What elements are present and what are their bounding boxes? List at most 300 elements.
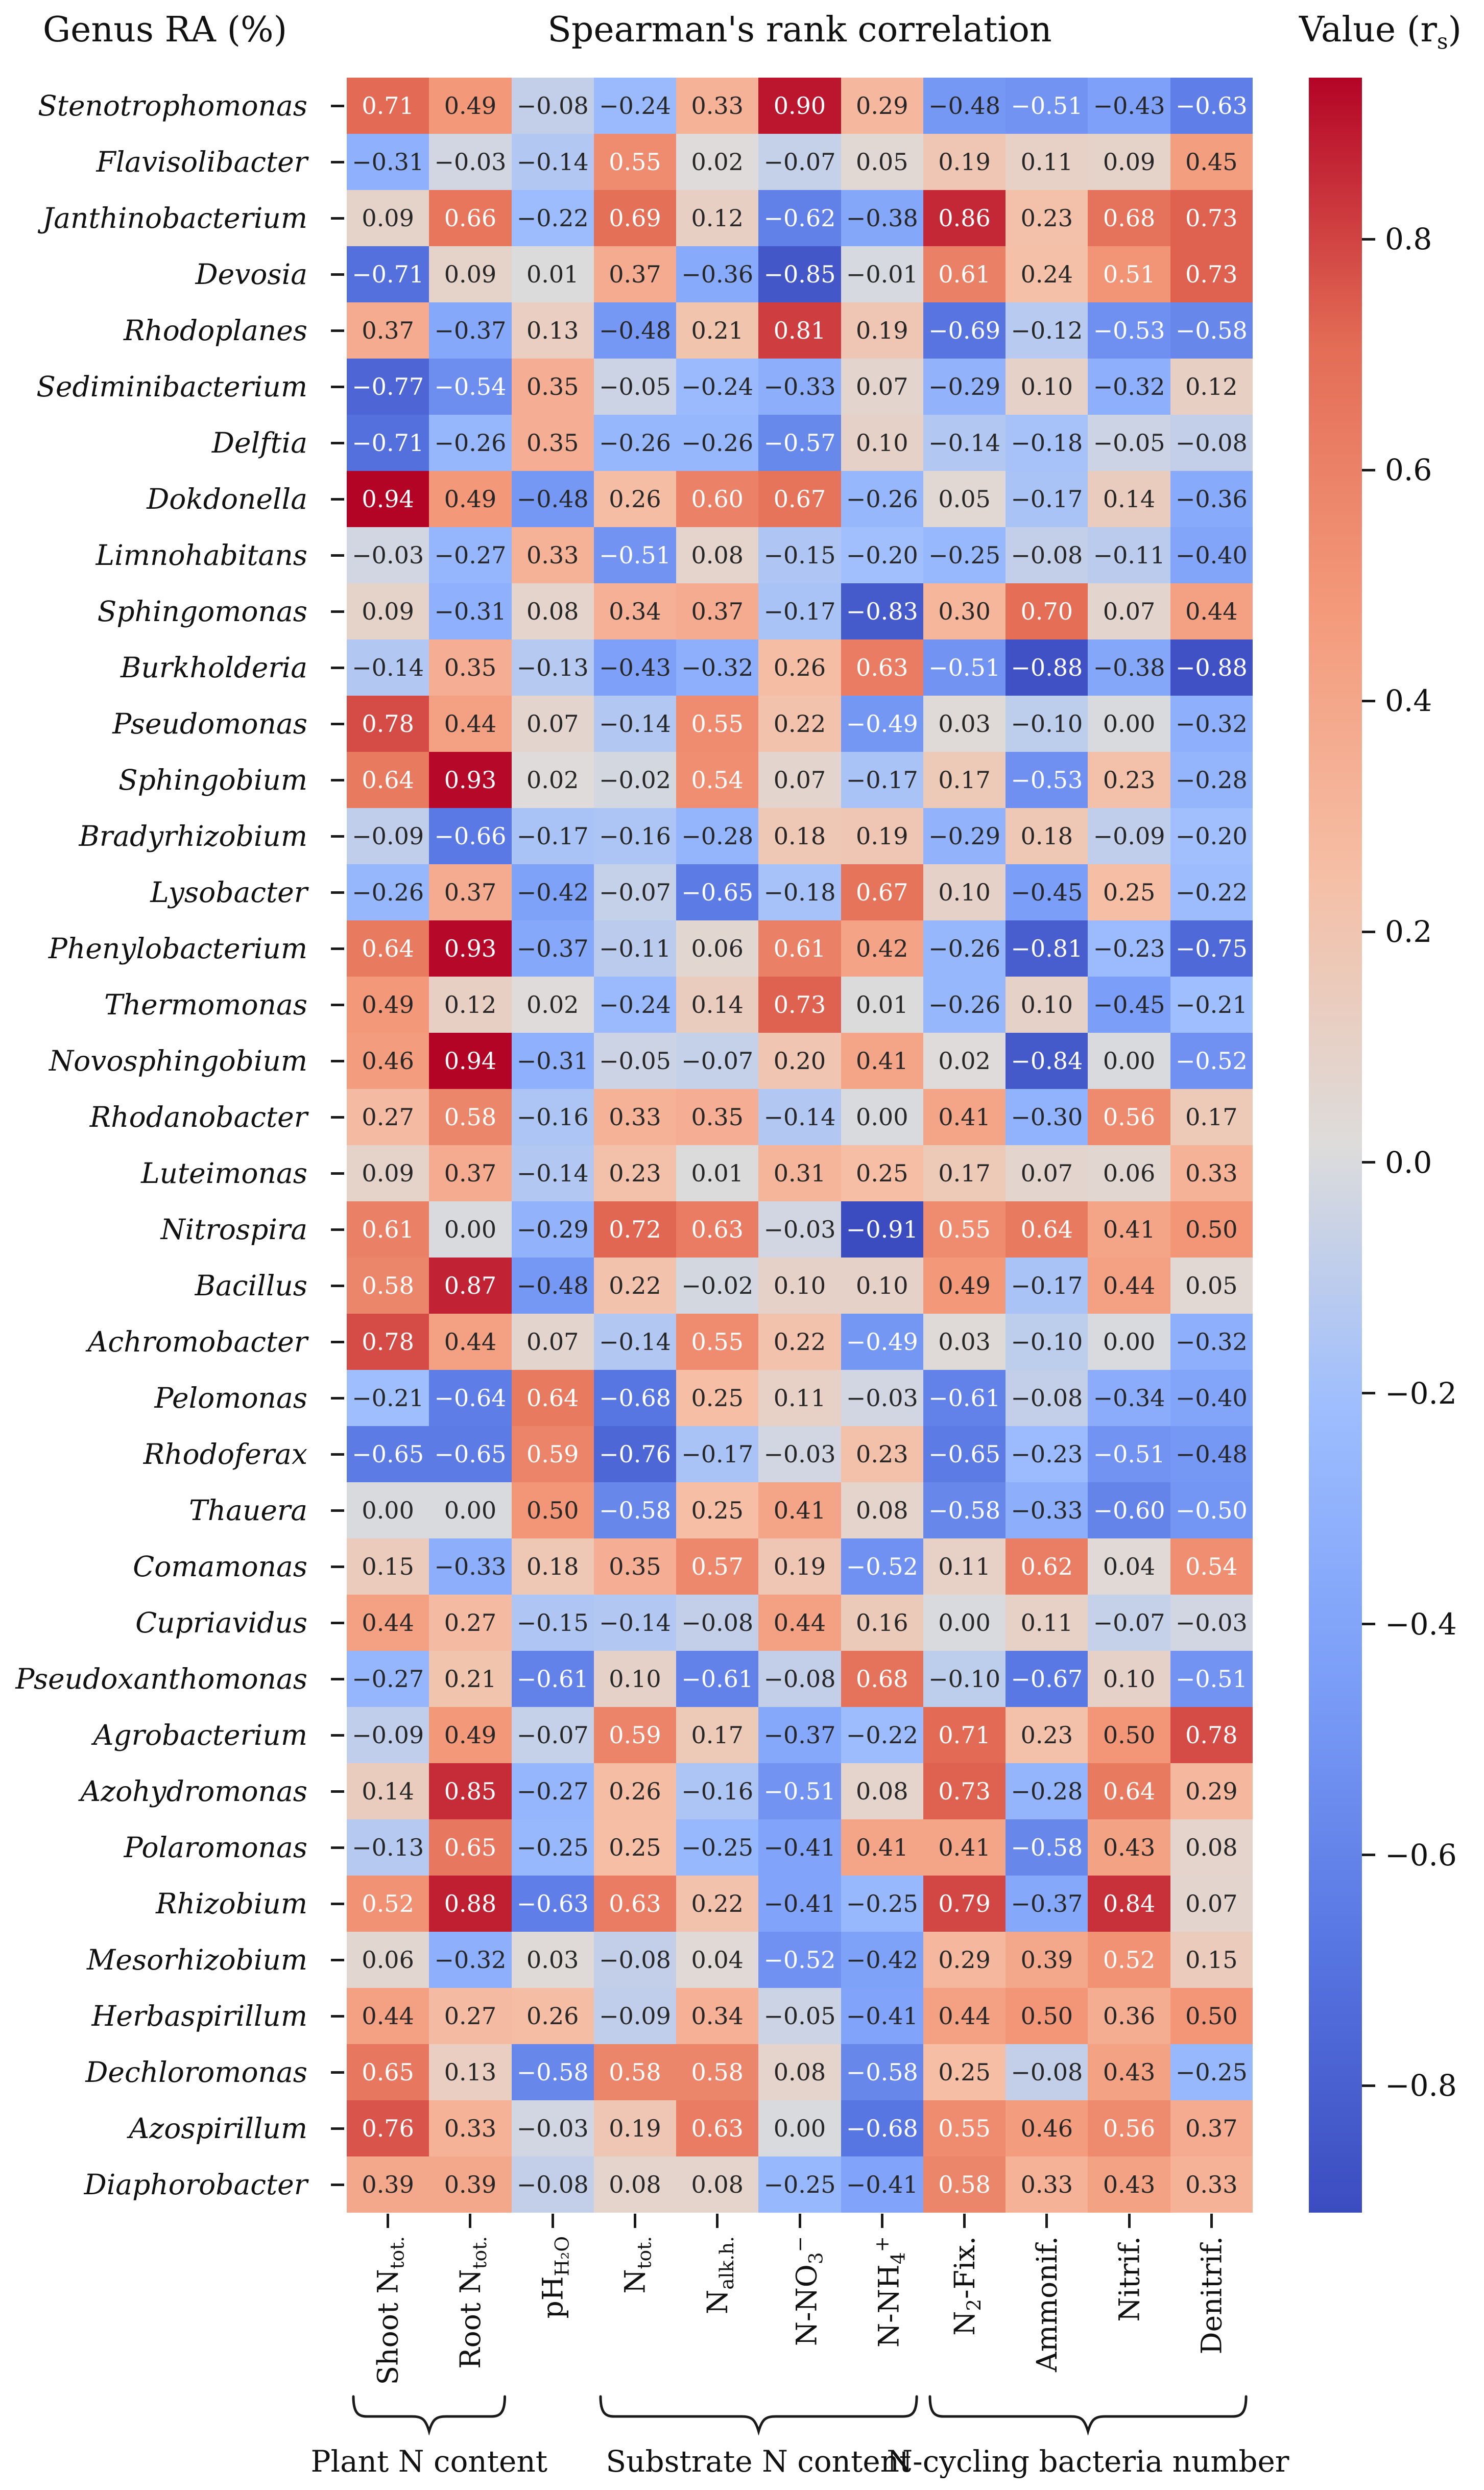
cell-value: 0.10 <box>938 879 991 906</box>
heatmap-cell <box>429 1482 511 1538</box>
heatmap-cell <box>512 1089 594 1145</box>
heatmap-cell <box>841 415 923 471</box>
cell-value: 0.22 <box>773 710 826 738</box>
heatmap-cell <box>347 920 429 977</box>
heatmap-cell <box>1088 752 1170 808</box>
heatmap-cell <box>758 246 841 302</box>
cell-value: −0.71 <box>352 260 424 288</box>
heatmap-cell <box>1088 78 1170 134</box>
heatmap-cell <box>841 583 923 639</box>
cell-value: −0.09 <box>352 822 424 850</box>
heatmap-cell <box>594 1314 676 1370</box>
cell-value: 0.60 <box>691 485 744 513</box>
cell-value: −0.14 <box>599 1328 671 1356</box>
row-tick <box>331 1116 344 1119</box>
cell-value: 0.50 <box>1020 2002 1073 2030</box>
heatmap-cell <box>347 639 429 696</box>
cell-value: −0.61 <box>516 1665 589 1693</box>
heatmap-cell <box>594 696 676 752</box>
cell-value: 0.57 <box>691 1553 744 1580</box>
column-label-segment: tot. <box>386 2236 409 2269</box>
cell-value: 0.09 <box>362 1159 414 1187</box>
cell-value: 0.41 <box>856 1834 908 1861</box>
heatmap-cell <box>923 134 1006 190</box>
column-label-segment: − <box>788 2236 811 2252</box>
heatmap-cell <box>758 1988 841 2044</box>
cell-value: −0.30 <box>1011 1103 1083 1131</box>
heatmap-cell <box>676 808 758 864</box>
cell-value: 0.51 <box>1103 260 1156 288</box>
row-tick <box>331 1228 344 1231</box>
heatmap-cell <box>1088 808 1170 864</box>
cell-value: −0.58 <box>516 2058 589 2086</box>
heatmap-cell <box>512 1314 594 1370</box>
heatmap-cell <box>676 471 758 527</box>
heatmap-cell <box>594 1538 676 1595</box>
heatmap-cell <box>923 1370 1006 1426</box>
cell-value: −0.16 <box>599 822 671 850</box>
cell-value: −0.49 <box>846 1328 918 1356</box>
cell-value: −0.17 <box>1011 1272 1083 1299</box>
cell-value: 0.23 <box>1020 204 1073 232</box>
heatmap-cell <box>429 696 511 752</box>
heatmap-cell <box>512 1932 594 1988</box>
cell-value: 0.04 <box>691 1946 744 1974</box>
heatmap-cell <box>923 2044 1006 2100</box>
heatmap-cell <box>676 583 758 639</box>
heatmap-cell <box>758 1426 841 1482</box>
cell-value: −0.15 <box>763 541 836 569</box>
cell-value: −0.36 <box>681 260 754 288</box>
row-label: Nitrospira <box>160 1213 307 1246</box>
heatmap-cell <box>512 920 594 977</box>
heatmap-cell <box>429 1819 511 1876</box>
cell-value: 0.65 <box>362 2058 414 2086</box>
column-label <box>1031 2236 1063 2372</box>
heatmap-cell <box>758 1482 841 1538</box>
cell-value: −0.65 <box>434 1440 507 1468</box>
row-tick <box>331 1678 344 1680</box>
heatmap-cell <box>923 1145 1006 1201</box>
heatmap-cell <box>347 2100 429 2156</box>
heatmap-cell <box>347 471 429 527</box>
colorbar-tick-label: 0.0 <box>1385 1145 1432 1180</box>
heatmap-cell <box>594 2044 676 2100</box>
heatmap-cell <box>512 752 594 808</box>
cell-value: −0.05 <box>763 2002 836 2030</box>
cell-value: −0.77 <box>352 373 424 400</box>
row-label: Sphingobium <box>118 764 307 796</box>
heatmap-cell <box>1006 190 1088 246</box>
heatmap-cell <box>1006 1932 1088 1988</box>
cell-value: 0.73 <box>938 1777 991 1805</box>
heatmap-cell <box>1006 78 1088 134</box>
heatmap-cell <box>429 1538 511 1595</box>
cell-value: 0.07 <box>856 373 908 400</box>
cell-value: 0.05 <box>938 485 991 513</box>
heatmap-cell <box>1170 246 1253 302</box>
cell-value: −0.29 <box>928 822 1001 850</box>
heatmap-cell <box>676 1314 758 1370</box>
heatmap-cell <box>923 1314 1006 1370</box>
heatmap-cell <box>758 1763 841 1819</box>
row-label: Rhizobium <box>156 1887 307 1920</box>
heatmap-cell <box>1170 752 1253 808</box>
cell-value: 0.29 <box>1185 1777 1238 1805</box>
cell-value: −0.61 <box>681 1665 754 1693</box>
cell-value: 0.86 <box>938 204 991 232</box>
cell-value: 0.59 <box>609 1721 661 1749</box>
heatmap-cell <box>594 1651 676 1707</box>
column-label <box>618 2236 656 2294</box>
cell-value: −0.65 <box>352 1440 424 1468</box>
cell-value: −0.08 <box>1011 541 1083 569</box>
heatmap-cell <box>1088 696 1170 752</box>
heatmap-cell <box>347 1651 429 1707</box>
heatmap-cell <box>594 246 676 302</box>
cell-value: 0.44 <box>444 1328 497 1356</box>
cell-value: 0.72 <box>609 1216 661 1243</box>
cell-value: −0.51 <box>763 1777 836 1805</box>
colorbar-tick-label: −0.4 <box>1385 1606 1457 1642</box>
heatmap-cell <box>758 302 841 359</box>
heatmap-cell <box>594 527 676 583</box>
heatmap-cell <box>347 1876 429 1932</box>
cell-value: −0.21 <box>1175 991 1248 1018</box>
heatmap-cell <box>841 1988 923 2044</box>
cell-value: 0.49 <box>444 1721 497 1749</box>
heatmap-cell <box>676 302 758 359</box>
heatmap-cell <box>841 1314 923 1370</box>
heatmap-cell <box>347 302 429 359</box>
cell-value: −0.43 <box>599 654 671 681</box>
heatmap-cell <box>758 1314 841 1370</box>
cell-value: 0.14 <box>362 1777 414 1805</box>
heatmap-cell <box>676 246 758 302</box>
row-axis-title: Genus RA (%) <box>42 10 288 50</box>
heatmap-cell <box>512 639 594 696</box>
heatmap-cell <box>676 1819 758 1876</box>
cell-value: −0.10 <box>1011 710 1083 738</box>
cell-value: −0.91 <box>846 1216 918 1243</box>
heatmap-cell <box>1088 1426 1170 1482</box>
cell-value: 0.08 <box>691 541 744 569</box>
cell-value: 0.10 <box>1103 1665 1156 1693</box>
heatmap-cell <box>758 1819 841 1876</box>
cell-value: −0.51 <box>1093 1440 1165 1468</box>
cell-value: −0.26 <box>846 485 918 513</box>
cell-value: 0.31 <box>773 1159 826 1187</box>
cell-value: −0.22 <box>1175 879 1248 906</box>
row-label: Sediminibacterium <box>36 370 307 403</box>
cell-value: 0.58 <box>609 2058 661 2086</box>
cell-value: 0.49 <box>938 1272 991 1299</box>
heatmap-cell <box>758 134 841 190</box>
heatmap-cell <box>841 1595 923 1651</box>
cell-value: −0.27 <box>352 1665 424 1693</box>
group-label: Substrate N content <box>606 2444 912 2479</box>
heatmap-cell <box>1170 1707 1253 1763</box>
row-label: Bacillus <box>195 1269 307 1302</box>
heatmap-cell <box>1006 864 1088 920</box>
column-label-segment: 3 <box>804 2252 827 2265</box>
column-label-segment: -Fix. <box>948 2236 981 2299</box>
cell-value: 0.76 <box>362 2115 414 2142</box>
heatmap-cell <box>594 1932 676 1988</box>
heatmap-cell <box>429 864 511 920</box>
cell-value: −0.37 <box>1011 1890 1083 1917</box>
column-label-segment: Nitrif. <box>1113 2236 1146 2322</box>
cell-value: 0.00 <box>1103 1328 1156 1356</box>
heatmap-cell <box>1006 1538 1088 1595</box>
cell-value: 0.08 <box>609 2171 661 2198</box>
cell-value: −0.43 <box>1093 92 1165 120</box>
heatmap-cell <box>841 2156 923 2213</box>
heatmap-cell <box>594 2156 676 2213</box>
cell-value: −0.48 <box>516 1272 589 1299</box>
column-label <box>701 2236 738 2314</box>
row-label: Herbaspirillum <box>91 2000 307 2032</box>
cell-value: 0.39 <box>1020 1946 1073 1974</box>
heatmap-cell <box>512 302 594 359</box>
heatmap-cell <box>758 1033 841 1089</box>
heatmap-cell <box>1170 134 1253 190</box>
heatmap-cell <box>1006 134 1088 190</box>
heatmap-cell <box>429 359 511 415</box>
cell-value: −0.53 <box>1011 766 1083 794</box>
cell-value: −0.07 <box>1093 1609 1165 1637</box>
column-label <box>948 2236 985 2336</box>
cell-value: 0.62 <box>1020 1553 1073 1580</box>
heatmap-cell <box>429 1426 511 1482</box>
cell-value: 0.36 <box>1103 2002 1156 2030</box>
heatmap-cell <box>347 527 429 583</box>
heatmap-cell <box>841 808 923 864</box>
row-label: Diaphorobacter <box>84 2168 307 2201</box>
heatmap-cell <box>347 1370 429 1426</box>
heatmap-cell <box>923 1482 1006 1538</box>
cell-value: 0.73 <box>1185 260 1238 288</box>
cell-value: 0.49 <box>444 485 497 513</box>
heatmap-cell <box>1088 246 1170 302</box>
cell-value: −0.41 <box>763 1890 836 1917</box>
heatmap-cell <box>923 78 1006 134</box>
cell-value: 0.93 <box>444 935 497 962</box>
heatmap-cell <box>676 2156 758 2213</box>
heatmap-cell <box>1088 1201 1170 1258</box>
cell-value: 0.44 <box>1103 1272 1156 1299</box>
cell-value: −0.63 <box>1175 92 1248 120</box>
cell-value: 0.55 <box>938 1216 991 1243</box>
cell-value: −0.69 <box>928 317 1001 344</box>
column-label-segment: 4 <box>887 2252 909 2265</box>
cell-value: 0.10 <box>1020 373 1073 400</box>
cell-value: −0.32 <box>681 654 754 681</box>
heatmap-cell <box>429 1258 511 1314</box>
cell-value: 0.03 <box>938 710 991 738</box>
cell-value: −0.52 <box>763 1946 836 1974</box>
cell-value: 0.19 <box>856 822 908 850</box>
cell-value: 0.23 <box>609 1159 661 1187</box>
heatmap-cell <box>923 1988 1006 2044</box>
heatmap-cell <box>676 527 758 583</box>
cell-value: −0.25 <box>846 1890 918 1917</box>
heatmap-cell <box>841 977 923 1033</box>
row-label: Phenylobacterium <box>48 932 307 965</box>
cell-value: 0.39 <box>362 2171 414 2198</box>
heatmap-cell <box>512 1426 594 1482</box>
row-tick <box>331 1341 344 1343</box>
cell-value: −0.26 <box>928 935 1001 962</box>
column-label-segment: N <box>948 2311 981 2336</box>
cell-value: 0.26 <box>773 654 826 681</box>
cell-value: 0.50 <box>526 1497 579 1524</box>
row-tick <box>331 1566 344 1568</box>
cell-value: −0.10 <box>928 1665 1001 1693</box>
cell-value: −0.18 <box>763 879 836 906</box>
heatmap-cell <box>923 752 1006 808</box>
heatmap-cell <box>1088 1538 1170 1595</box>
heatmap-cell <box>758 190 841 246</box>
heatmap-cell <box>1170 1258 1253 1314</box>
heatmap-cell <box>841 920 923 977</box>
cell-value: −0.51 <box>599 541 671 569</box>
heatmap-cell <box>923 415 1006 471</box>
cell-value: −0.51 <box>928 654 1001 681</box>
row-label: Flavisolibacter <box>96 146 307 178</box>
cell-value: 0.64 <box>362 935 414 962</box>
heatmap-cell <box>512 190 594 246</box>
cell-value: 0.09 <box>1103 148 1156 176</box>
cell-value: 0.58 <box>362 1272 414 1299</box>
heatmap-cell <box>347 1201 429 1258</box>
column-label-segment: N-NH <box>872 2264 905 2347</box>
row-label: Luteimonas <box>141 1157 307 1190</box>
heatmap-cell <box>594 1819 676 1876</box>
cell-value: 0.55 <box>691 710 744 738</box>
heatmap-cell <box>1170 2100 1253 2156</box>
heatmap-cell <box>347 415 429 471</box>
cell-value: 0.09 <box>444 260 497 288</box>
cell-value: 0.23 <box>856 1440 908 1468</box>
cell-value: 0.58 <box>444 1103 497 1131</box>
heatmap-cell <box>1170 1314 1253 1370</box>
row-labels <box>0 78 330 2213</box>
cell-value: 0.55 <box>691 1328 744 1356</box>
heatmap-cell <box>676 190 758 246</box>
colorbar-tick-label: 0.6 <box>1385 453 1432 488</box>
heatmap-cell <box>512 1707 594 1763</box>
heatmap-cell <box>676 977 758 1033</box>
heatmap-cell <box>676 2044 758 2100</box>
cell-value: −0.34 <box>1093 1384 1165 1412</box>
cell-value: −0.48 <box>599 317 671 344</box>
heatmap-cell <box>429 808 511 864</box>
cell-value: 0.78 <box>1185 1721 1238 1749</box>
row-tick <box>331 1172 344 1175</box>
row-label: Azospirillum <box>129 2112 307 2145</box>
cell-value: −0.24 <box>599 92 671 120</box>
cell-value: 0.55 <box>938 2115 991 2142</box>
row-tick <box>331 1060 344 1062</box>
cell-value: 0.46 <box>362 1047 414 1075</box>
cell-value: 0.33 <box>1185 2171 1238 2198</box>
cell-value: −0.05 <box>599 373 671 400</box>
heatmap-cell <box>758 2156 841 2213</box>
heatmap-cell <box>758 78 841 134</box>
heatmap-cell <box>676 2100 758 2156</box>
cell-value: −0.28 <box>681 822 754 850</box>
cell-value: −0.64 <box>434 1384 507 1412</box>
cell-value: 0.21 <box>691 317 744 344</box>
column-label-segment: Denitrif. <box>1195 2236 1228 2355</box>
heatmap-cell <box>841 134 923 190</box>
heatmap-cell <box>923 246 1006 302</box>
cell-value: 0.73 <box>1185 204 1238 232</box>
cell-value: −0.58 <box>1011 1834 1083 1861</box>
cell-value: −0.76 <box>599 1440 671 1468</box>
cell-value: −0.36 <box>1175 485 1248 513</box>
row-tick <box>331 554 344 557</box>
heatmap-cell <box>841 1426 923 1482</box>
heatmap-cell <box>1088 1876 1170 1932</box>
heatmap-cell <box>1170 1370 1253 1426</box>
heatmap-cell <box>429 639 511 696</box>
row-tick <box>331 273 344 276</box>
row-tick <box>331 442 344 444</box>
cell-value: −0.17 <box>1011 485 1083 513</box>
heatmap-cell <box>347 1819 429 1876</box>
cell-value: −0.07 <box>516 1721 589 1749</box>
column-label-segment: H₂O <box>550 2236 573 2276</box>
cell-value: −0.58 <box>599 1497 671 1524</box>
column-label <box>784 2236 827 2346</box>
cell-value: −0.09 <box>599 2002 671 2030</box>
cell-value: 0.78 <box>362 710 414 738</box>
heatmap-cell <box>676 1876 758 1932</box>
heatmap-cell <box>758 1145 841 1201</box>
cell-value: 0.56 <box>1103 2115 1156 2142</box>
colorbar <box>1309 78 1362 2213</box>
heatmap-cell <box>1170 1426 1253 1482</box>
heatmap-cell <box>1006 1988 1088 2044</box>
cell-value: 0.03 <box>526 1946 579 1974</box>
heatmap-cell <box>923 1201 1006 1258</box>
cell-value: 0.17 <box>691 1721 744 1749</box>
cell-value: 0.17 <box>938 1159 991 1187</box>
cell-value: 0.79 <box>938 1890 991 1917</box>
cell-value: 0.71 <box>362 92 414 120</box>
heatmap-cell <box>594 1482 676 1538</box>
colorbar-tick <box>1362 469 1375 471</box>
heatmap-cell <box>1006 2100 1088 2156</box>
heatmap-cell <box>594 302 676 359</box>
cell-value: 0.42 <box>856 935 908 962</box>
cell-value: −0.22 <box>516 204 589 232</box>
cell-value: −0.52 <box>1175 1047 1248 1075</box>
cell-value: 0.07 <box>526 1328 579 1356</box>
cell-value: 0.18 <box>1020 822 1073 850</box>
cell-value: 0.25 <box>691 1384 744 1412</box>
heatmap-cell <box>512 808 594 864</box>
cell-value: 0.34 <box>609 598 661 625</box>
heatmap-cell <box>1088 1145 1170 1201</box>
row-tick <box>331 161 344 163</box>
row-tick <box>331 891 344 894</box>
heatmap-cell <box>1170 471 1253 527</box>
cell-value: 0.44 <box>362 1609 414 1637</box>
heatmap-cell <box>758 1201 841 1258</box>
